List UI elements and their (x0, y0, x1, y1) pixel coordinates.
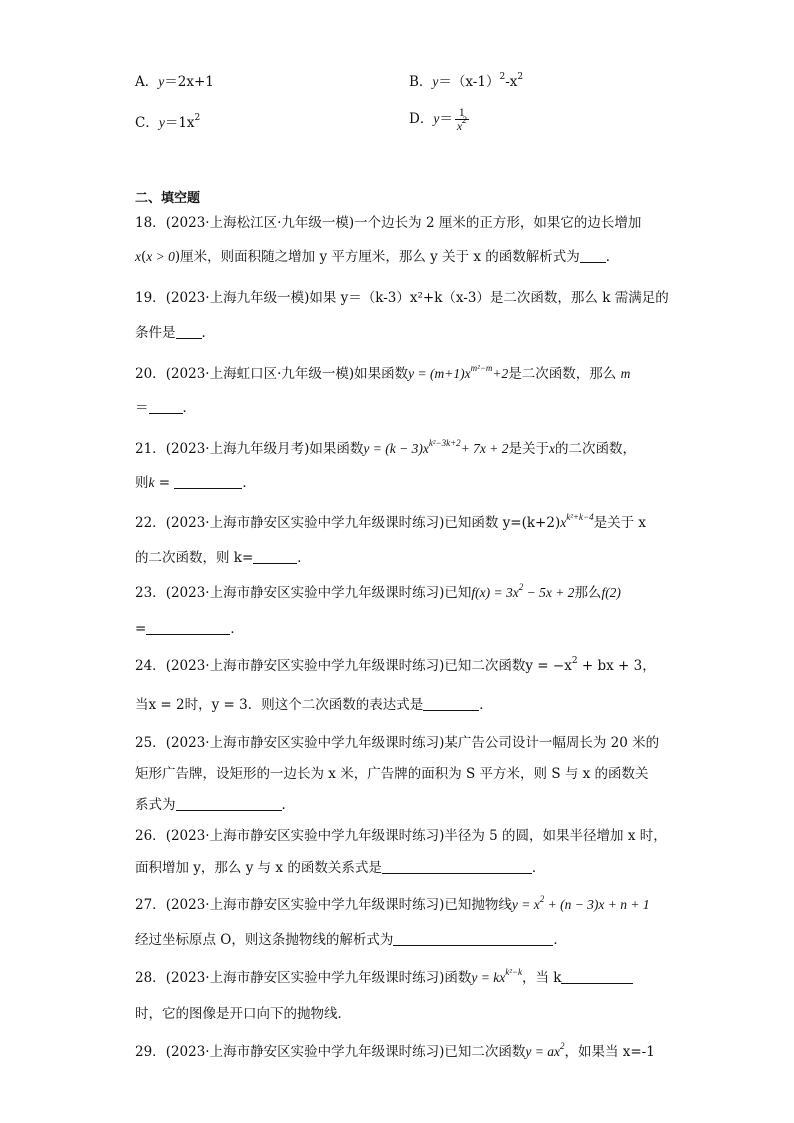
question-25-line-3 (135, 795, 295, 815)
question-19-line-2 (135, 323, 215, 343)
math-exponent: 2 (539, 894, 545, 904)
answer-blank[interactable] (253, 549, 297, 564)
question-number: 24． (135, 658, 166, 674)
math-exponent: 2 (518, 582, 524, 592)
question-28-line-1 (135, 968, 633, 988)
question-28-line-2 (135, 1004, 351, 1024)
question-23-line-1 (135, 583, 621, 603)
question-text: ＝ (135, 400, 149, 416)
math-expression: +2 (492, 366, 509, 381)
question-23-line-2 (135, 619, 244, 639)
question-text: = (135, 621, 147, 637)
question-source: (2023·上海市静安区实验中学九年级课时练习) (165, 735, 445, 751)
punct: ． (182, 400, 196, 416)
punct: ． (297, 550, 311, 566)
math-expression: y = ax (525, 1044, 560, 1059)
answer-blank[interactable] (176, 324, 202, 339)
answer-blank[interactable] (382, 859, 532, 874)
question-19-line-1 (135, 288, 669, 308)
math-expression: y = kx (471, 970, 506, 985)
answer-blank[interactable] (580, 248, 606, 263)
question-27-line-2 (135, 930, 567, 950)
question-text: 如果函数 (309, 441, 364, 457)
answer-blank[interactable] (174, 474, 242, 489)
option-a-var: y (158, 74, 165, 89)
question-source: (2023·上海虹口区·九年级一模) (165, 366, 355, 382)
math-expression: + (n − 3)x + n + 1 (544, 897, 650, 912)
option-c-equation: ＝1x (164, 115, 195, 131)
math-expression: + bx + 3 (577, 658, 643, 674)
math-expression: = (154, 475, 175, 491)
question-text: 则 (135, 475, 149, 491)
question-25-line-1 (135, 733, 659, 753)
option-d (409, 106, 469, 133)
question-source: (2023·上海市静安区实验中学九年级课时练习) (165, 1044, 445, 1060)
question-number: 23． (135, 585, 166, 601)
option-d-var: y (433, 111, 440, 126)
question-20-line-2 (135, 398, 196, 418)
question-24-line-2 (135, 695, 493, 715)
question-number: 27． (135, 897, 166, 913)
question-source: (2023·上海市静安区实验中学九年级课时练习) (165, 970, 445, 986)
option-a-equation: ＝2x+1 (164, 74, 214, 90)
question-source: (2023·上海市静安区实验中学九年级课时练习) (165, 515, 445, 531)
question-text: 是二次函数，那么 (508, 366, 617, 382)
answer-blank[interactable] (423, 696, 479, 711)
answer-blank[interactable] (149, 399, 183, 414)
option-c-exponent: 2 (194, 113, 201, 123)
math-exponent: m²−m (470, 363, 493, 373)
question-text: 一个边长为 2 厘米的正方形，如果它的边长增加 (354, 215, 642, 231)
question-text: 的二次函数，则 k= (135, 550, 254, 566)
punct: ． (479, 697, 493, 713)
section-title: 二、填空题 (135, 191, 201, 206)
question-22-line-2 (135, 548, 311, 568)
option-b-equation: ＝（x-1） (438, 74, 500, 90)
answer-blank[interactable] (393, 931, 553, 946)
answer-blank[interactable] (561, 969, 633, 984)
math-exponent: 2 (559, 1041, 565, 1051)
math-var: k (148, 475, 155, 490)
question-text: 系式为 (135, 797, 176, 813)
math-exponent: 2 (571, 656, 578, 666)
math-expression: − 5x + 2 (523, 585, 575, 600)
option-c-var: y (158, 115, 165, 130)
question-text: ，如果当 x=-1 (564, 1044, 655, 1060)
question-text: 已知抛物线 (444, 897, 512, 913)
option-b-equation-rest: -x (505, 74, 518, 90)
answer-blank[interactable] (146, 620, 230, 635)
question-source: (2023·上海市静安区实验中学九年级课时练习) (165, 585, 445, 601)
math-expression: y = (k − 3)x (363, 441, 429, 456)
question-text: 半径为 5 的圆，如果半径增加 x 时， (444, 828, 667, 844)
question-text: 是关于 (508, 441, 549, 457)
question-text: 已知二次函数 (444, 658, 526, 674)
question-number: 18． (135, 215, 166, 231)
math-expression: x (560, 515, 567, 530)
punct: ． (531, 860, 546, 876)
question-text: 如果函数 (354, 366, 409, 382)
question-26-line-2 (135, 858, 545, 878)
question-source: (2023·上海市静安区实验中学九年级课时练习) (165, 658, 445, 674)
question-text: 如果 y＝（k-3）x²+k（x-3）是二次函数，那么 k 需满足的 (309, 290, 669, 306)
punct: ， (642, 658, 656, 674)
question-text: 已知二次函数 (444, 1044, 526, 1060)
question-source: (2023·上海九年级月考) (165, 441, 310, 457)
question-22-line-1 (135, 513, 646, 533)
math-expression: f(2) (601, 585, 621, 600)
punct: ． (553, 932, 567, 948)
math-expression: y = 3 (211, 697, 248, 713)
question-text: 已知 (444, 585, 472, 601)
question-text: 矩形广告牌，设矩形的一边长为 x 米，广告牌的面积为 S 平方米，则 S 与 x 的函数关 (135, 766, 649, 782)
question-text: 某广告公司设计一幅周长为 20 米的 (444, 735, 660, 751)
question-number: 25． (135, 735, 166, 751)
question-27-line-1 (135, 895, 650, 915)
fraction-denominator: $x^2$ (456, 115, 467, 133)
question-source: (2023·上海九年级一模) (165, 290, 310, 306)
question-text: 时，它的图像是开口向下的抛物线． (135, 1006, 351, 1022)
option-b-exponent: 2 (499, 72, 506, 82)
punct: ． (605, 249, 620, 265)
option-d-equation: ＝ (439, 111, 453, 127)
math-expression: + 7x + 2 (460, 441, 509, 456)
punct: ． (230, 621, 244, 637)
option-d-label: D． (409, 111, 434, 127)
question-number: 19． (135, 290, 166, 306)
math-exponent: k²+k−4 (566, 512, 594, 522)
question-24-line-1 (135, 656, 656, 676)
math-exponent: k²−3k+2 (428, 438, 461, 448)
question-number: 26． (135, 828, 166, 844)
question-18-line-2 (135, 247, 619, 267)
question-number: 29． (135, 1044, 166, 1060)
question-text: 的二次函数， (555, 441, 636, 457)
option-a (135, 72, 214, 92)
question-text: 那么 (574, 585, 602, 601)
math-var: x (135, 249, 141, 264)
question-source: (2023·上海松江区·九年级一模) (165, 215, 355, 231)
math-var: x (549, 441, 555, 456)
option-b-label: B． (409, 74, 433, 90)
question-source: (2023·上海市静安区实验中学九年级课时练习) (165, 897, 445, 913)
punct: ． (201, 325, 215, 341)
option-c (135, 113, 200, 133)
question-source: (2023·上海市静安区实验中学九年级课时练习) (165, 828, 445, 844)
option-d-fraction (455, 106, 469, 133)
question-text: 函数 (444, 970, 472, 986)
question-18-line-1 (135, 213, 641, 233)
option-b-exponent-2: 2 (517, 72, 524, 82)
question-21-line-1 (135, 439, 636, 459)
question-text: 已知函数 y=(k+2) (444, 515, 561, 531)
option-c-label: C． (135, 115, 159, 131)
question-text: 条件是 (135, 325, 176, 341)
question-text: 经过坐标原点 O，则这条抛物线的解析式为 (135, 932, 394, 948)
math-exponent: k²−k (505, 967, 522, 977)
answer-blank[interactable] (176, 796, 282, 811)
question-text: 厘米，则面积随之增加 y 平方厘米，那么 y 关于 x 的函数解析式为 (180, 249, 580, 265)
question-20-line-1 (135, 364, 630, 384)
question-text: 是关于 x (593, 515, 646, 531)
question-number: 21． (135, 441, 166, 457)
math-expression: y = x (511, 897, 540, 912)
question-number: 20． (135, 366, 166, 382)
question-29-line-1 (135, 1042, 655, 1062)
fraction-numerator: 1 (455, 106, 469, 120)
question-text: 当 (135, 697, 149, 713)
question-text: ，当 k (521, 970, 562, 986)
math-expression: f(x) = 3x (471, 585, 519, 600)
paren: ) (174, 249, 181, 265)
question-number: 28． (135, 970, 166, 986)
math-expression: y = (m+1)x (408, 366, 471, 381)
punct: ． (242, 475, 256, 491)
question-text: 面积增加 y，那么 y 与 x 的函数关系式是 (135, 860, 382, 876)
math-expression: y = −x (525, 658, 572, 674)
question-26-line-1 (135, 826, 667, 846)
option-a-label: A． (135, 74, 159, 90)
question-text: ．则这个二次函数的表达式是 (247, 697, 424, 713)
punct: ． (281, 797, 295, 813)
math-expression: x = 2 (148, 697, 185, 713)
question-21-line-2 (135, 473, 256, 493)
question-25-line-2 (135, 764, 649, 784)
math-var: m (620, 366, 631, 381)
option-b (409, 72, 523, 92)
question-text: 时， (184, 697, 212, 713)
question-number: 22． (135, 515, 166, 531)
math-condition: x > 0 (146, 249, 175, 264)
paren: ( (141, 249, 147, 265)
option-b-var: y (432, 74, 439, 89)
